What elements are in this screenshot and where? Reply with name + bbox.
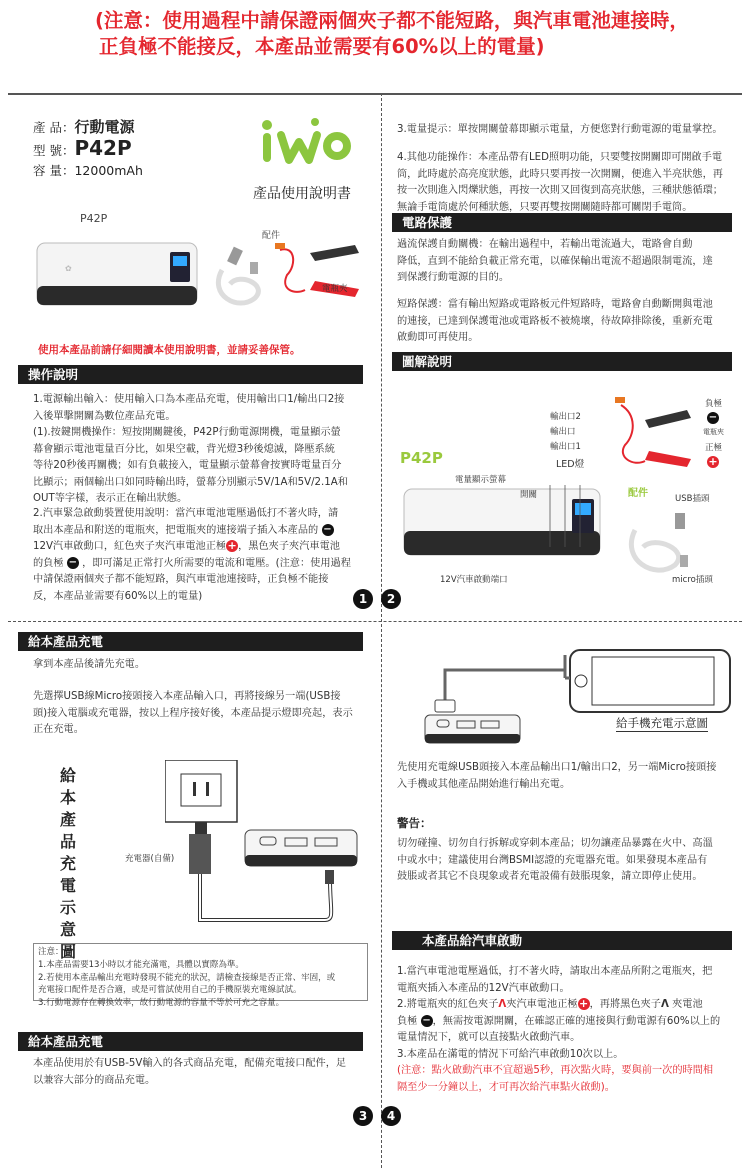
jump-line: 2.將電瓶夾的紅色夾子 [397,999,499,1010]
function-line: 無論手電筒處於何種狀態，只要再雙按開關隨時都可關閉手電筒。 [397,201,693,213]
operation-line: 等待20秒後再關機；如有負載接入，電量顯示螢幕會按實時電量百分 [33,460,342,471]
label-out1: 輸出口1 [550,442,581,452]
protection-title-bar [392,213,732,232]
charge-title2: 給本產品充電 [28,1034,104,1049]
note-line: 1.本產品需要13小時以才能充滿電，具體以實際為準。 [38,959,244,970]
usb-cable-image [210,240,270,315]
phone-line: 入手機或其他產品開始進行輸出充電。 [397,778,571,790]
operation-line: 幕會顯示電池電量百分比，如果空載，背光燈3秒後熄滅，降壓系統 [33,443,335,455]
jump-note-line: 隔至少一分鐘以上，才可再次給汽車點火啟動)。 [397,1081,615,1093]
charge-diagram [165,760,365,925]
model-value: P42P [74,136,132,160]
jump-line: 1.當汽車電池電壓過低，打不著火時，請取出本產品所附之電瓶夾，把 [397,966,713,977]
jump-line: 夾汽車電池正極 [506,999,578,1010]
charge-line: 本產品使用於有USB-5V輸入的各式商品充電，配備充電接口配件，足 [33,1058,347,1069]
jump-line: 夾電池 [672,999,703,1010]
capacity-value: 12000mAh [74,163,143,178]
protection-line: 的連接，已達到保護電池或電路板不被燒壞，待故障排除後，重新充電 [397,315,713,327]
jump-note-line: (注意：點火啟動汽車不宜超過5秒，再次點火時，要與前一次的時間相 [397,1065,714,1076]
jump-title-bar [392,931,732,950]
manual-title: 產品使用說明書 [253,186,351,202]
note-line: 注意： [38,947,64,957]
diagram-model-label: P42P [400,449,443,467]
battery-clamp-image [275,235,365,320]
top-warning-line1: (注意：使用過程中請保證兩個夾子都不能短路，與汽車電池連接時， [95,9,689,32]
label-positive: 正極 [705,443,723,453]
function-line: 筒，此時處於高亮度狀態，此時只要再按一次開關，便進入半亮狀態，再 [397,168,723,180]
warn-line: 鼓脹或者其它不良現象或者充電設備有鼓脹現象，請立即停止使用。 [397,871,703,882]
diagram-title-bar [392,352,732,371]
label-screen: 電量顯示螢幕 [455,475,507,485]
charge-title2-bar [18,1032,363,1051]
charge-line: 頭)接入電腦或充電器，按以上程序接好後，本產品提示燈即亮起，表示 [33,707,353,719]
clamp-label: 電瓶夾 [322,284,348,294]
function-line: 4.其他功能操作：本產品帶有LED照明功能，只要雙按開關即可開啟手電 [397,152,723,163]
accessory-label: 配件 [262,231,281,241]
positive-icon: + [708,455,718,468]
vertical-divider [381,93,382,1168]
function-line: 按一次則進入閃爍狀態，再按一次則又回復到高亮狀態，三種狀態循環； [397,185,723,196]
operation-line: 取出本產品和附送的電瓶夾，把電瓶夾的連接端子插入本產品的 [33,524,319,536]
diagram-usb-cable [625,505,695,580]
device-label: P42P [80,212,108,225]
short-protection [397,297,742,347]
page-number-3: 3 [353,1106,373,1126]
protection-line: 到保護行動電源的目的。 [397,272,510,283]
operation-title: 操作說明 [28,367,79,382]
protection-title: 電路保護 [402,215,453,230]
note-line: 2.若使用本產品輸出充電時發現不能充的狀況，請檢查接線是否正常、牢固，或 [38,972,336,983]
operation-line: 1.電源輸出輸入：使用輸入口為本產品充電，使用輸出口1/輸出口2接 [33,394,345,405]
operation-line: ，黑色夾子夾汽車電池 [238,541,340,552]
charge-line: 以兼容大部分的商品充電。 [33,1074,156,1086]
diagram-clamps [615,395,700,485]
label-out: 輸出口 [550,427,576,437]
warn-line: 中或水中；建議使用台灣BSMI認證的充電器充電。如果發現本產品有 [397,854,708,866]
note-line: 3.行動電源存在轉換效率，故行動電源的容量不等於可充之容量。 [38,998,285,1009]
plus-icon: + [227,539,237,552]
phone-body [397,760,742,793]
charge-vertical-title: 給本產品充電示意圖 [59,766,76,961]
protection-line: 啟動即可再使用。 [397,332,479,343]
charge-title: 給本產品充電 [28,634,104,649]
label-accessory: 配件 [628,488,648,499]
power-bank-image [35,238,205,313]
overcurrent-protection [397,237,742,287]
read-notice: 使用本產品前請仔細閱讀本使用說明書，並請妥善保管。 [38,344,301,356]
operation-line: OUT等字樣，表示正在輸出狀態。 [33,493,188,504]
label-led: LED燈 [556,459,585,470]
minus-icon: − [68,556,77,568]
warn-body [397,836,742,886]
operation-p2 [33,506,373,605]
operation-line: 入後單擊開關為數位產品充電。 [33,410,176,422]
charge-line: 先選擇USB線Micro接頭接入本產品輸入口，再將接線另一端(USB接 [33,691,341,702]
product-name-value: 行動電源 [74,118,135,136]
plus-icon: + [579,997,589,1010]
phone-caption: 給手機充電示意圖 [616,716,708,730]
diagram-title: 圖解說明 [402,354,453,369]
minus-icon: − [323,523,332,535]
model-label: 型 號： [33,143,75,158]
jump-line: 電量情況下，就可以直接點火啟動汽車。 [397,1032,581,1043]
charge-title-bar [18,632,363,651]
charger-label: 充電器(自備) [125,854,175,864]
charge-line: 正在充電。 [33,724,84,735]
product-name-label: 產 品： [33,120,75,135]
operation-line: 中請保證兩個夾子都不能短路，與汽車電池連接時，正負極不能接 [33,574,329,585]
operation-line: ，即可滿足正常打火所需要的電流和電壓。(注意：使用過程 [82,557,351,569]
operation-line: 比顯示；兩個輸出口如同時輸出時，螢幕分別顯示5V/1A和5V/2.1A和 [33,476,348,488]
label-negative: 負極 [705,399,723,409]
jump-line: 電瓶夾插入本產品的12V汽車啟動口。 [397,982,570,994]
top-warning [95,8,735,60]
operation-p1 [33,392,368,508]
charge-body2 [33,1056,368,1089]
charge-notes-box [33,943,368,1009]
operation-line: 2.汽車緊急啟動裝置使用說明：當汽車電池電壓過低打不著火時，請 [33,508,339,519]
operation-title-bar [18,365,363,384]
jump-line: 3.本產品在滿電的情況下可給汽車啟動10次以上。 [397,1048,624,1060]
operation-line: 的負極 [33,557,64,569]
diagram-power-bank [400,485,605,565]
tip-line: 3.電量提示：單按開關螢幕即顯示電量，方便您對行動電源的電量掌控。 [397,124,723,135]
page-number-4: 4 [381,1106,401,1126]
red-clamp-icon: Λ [498,999,507,1010]
protection-line: 短路保護：當有輸出短路或電路板元件短路時，電路會自動斷開與電池 [397,299,713,310]
warn-line: 切勿碰撞、切勿自行拆解或穿刺本產品；切勿讓產品暴露在火中、高溫 [397,838,713,849]
other-functions [397,150,742,216]
protection-line: 過流保護自動關機：在輸出過程中，若輸出電流過大，電路會自動 [397,239,693,250]
svg-text:✿: ✿ [65,264,72,273]
capacity-label: 容 量： [33,163,75,178]
minus-icon: − [422,1014,431,1026]
label-clamp: 電瓶夾 [703,428,724,436]
black-clamp-icon: Λ [660,999,669,1010]
jump-title: 本產品給汽車啟動 [422,933,523,948]
product-info [33,117,143,181]
jump-line: ，再將黑色夾子 [589,999,661,1010]
jump-line: 負極 [397,1015,418,1027]
label-usb: USB插頭 [675,494,710,504]
protection-line: 降低，直到不能給負載正常充電，以確保輸出電流不超過限制電流，達 [397,255,713,267]
phone-line: 先使用充電線USB頭接入本產品輸出口1/輸出口2，另一端Micro接頭接 [397,762,717,773]
negative-icon: − [708,412,718,423]
page-number-1: 1 [353,589,373,609]
page-number-2: 2 [381,589,401,609]
operation-line: 反，本產品並需要有60%以上的電量) [33,590,203,602]
warn-title: 警告： [397,816,432,830]
battery-tip [397,122,742,139]
label-micro: micro插頭 [672,575,713,585]
label-switch: 開關 [520,490,538,500]
label-car-port: 12V汽車啟動端口 [440,575,508,585]
note-line: 充電接口配件是否合適，或是可嘗試使用自己的手機原裝充電線試試。 [38,985,302,996]
jump-body [397,964,742,1096]
jump-line: ，無需按電源開關，在確認正確的連接與行動電源有60%以上的 [432,1015,721,1027]
charge-sub: 拿到本產品後請先充電。 [33,659,146,670]
iwo-logo [255,110,355,180]
operation-line: 12V汽車啟動口，紅色夾子夾汽車電池正極 [33,541,227,552]
operation-line: (1).按鍵開機操作：短按開關鍵後，P42P行動電源開機，電量顯示螢 [33,427,341,438]
horizontal-divider [8,621,742,622]
top-warning-line2: 正負極不能接反，本產品並需要有60%以上的電量) [99,35,545,58]
label-out2: 輸出口2 [550,412,581,422]
charge-body [33,689,368,739]
